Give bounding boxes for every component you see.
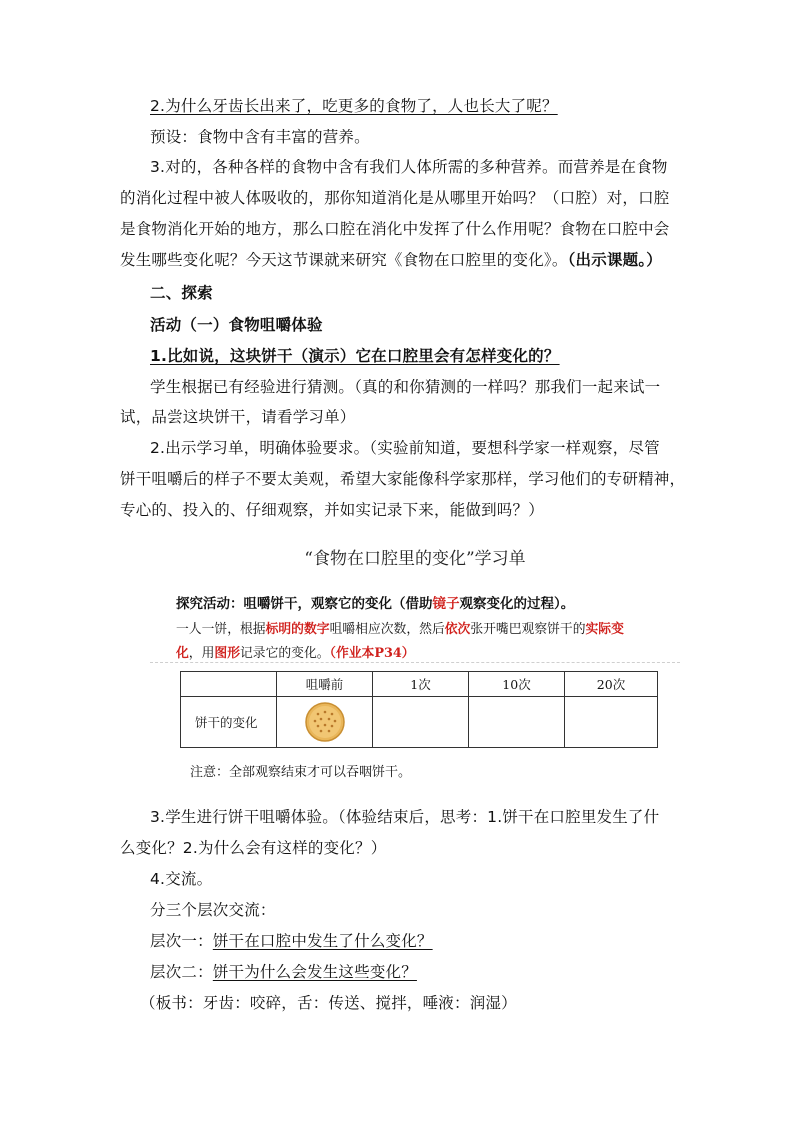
divider	[150, 662, 680, 663]
worksheet-instruction: 一人一饼，根据标明的数字咀嚼相应次数，然后依次张开嘴巴观察饼干的实际变	[176, 622, 624, 637]
worksheet-activity: 探究活动：咀嚼饼干，观察它的变化（借助镜子观察变化的过程）。	[176, 596, 575, 612]
paragraph-line: 层次二：饼干为什么会发生这些变化？	[150, 963, 417, 981]
biscuit-icon	[304, 701, 346, 743]
paragraph-line: 学生根据已有经验进行猜测。（真的和你猜测的一样吗？那我们一起来试一	[150, 378, 661, 396]
paragraph-line: 1.比如说，这块饼干（演示）它在口腔里会有怎样变化的？	[150, 347, 560, 365]
paragraph-line: 2.出示学习单，明确体验要求。（实验前知道，要想科学家一样观察，尽管	[150, 439, 660, 457]
table-header	[181, 672, 277, 697]
table-header: 20次	[565, 672, 658, 697]
observation-table	[180, 671, 658, 748]
paragraph-line: 分三个层次交流：	[150, 901, 276, 919]
paragraph-line: 发生哪些变化呢？今天这节课就来研究《食物在口腔里的变化》。（出示课题。）	[120, 251, 662, 269]
table-header-row	[181, 672, 658, 697]
table-header: 10次	[469, 672, 565, 697]
paragraph-line: 2.为什么牙齿长出来了，吃更多的食物了，人也长大了呢？	[150, 97, 558, 115]
paragraph-line: 的消化过程中被人体吸收的，那你知道消化是从哪里开始吗？（口腔）对，口腔	[120, 189, 670, 207]
paragraph-line: 预设：食物中含有丰富的营养。	[150, 128, 370, 146]
paragraph-line: 3.学生进行饼干咀嚼体验。（体验结束后，思考：1.饼干在口腔里发生了什	[150, 808, 660, 826]
paragraph-line: 专心的、投入的、仔细观察，并如实记录下来，能做到吗？）	[120, 501, 544, 519]
paragraph-line: （板书：牙齿：咬碎，舌：传送、搅拌，唾液：润湿）	[140, 994, 517, 1012]
worksheet-title: “食物在口腔里的变化”学习单	[304, 549, 526, 569]
paragraph-line: 3.对的，各种各样的食物中含有我们人体所需的多种营养。而营养是在食物	[150, 158, 668, 176]
paragraph-line: 是食物消化开始的地方，那么口腔在消化中发挥了什么作用呢？食物在口腔中会	[120, 220, 670, 238]
section-heading: 二、探索	[150, 284, 213, 302]
table-header: 1次	[373, 672, 469, 697]
paragraph-line: 试，品尝这块饼干，请看学习单）	[120, 408, 356, 426]
paragraph-line: 饼干咀嚼后的样子不要太美观，希望大家能像科学家那样，学习他们的专研精神，	[120, 470, 686, 488]
worksheet-note: 注意：全部观察结束才可以吞咽饼干。	[190, 765, 412, 780]
paragraph-line: 么变化？2.为什么会有这样的变化？）	[120, 839, 387, 857]
paragraph-line: 4.交流。	[150, 870, 213, 888]
table-cell	[565, 697, 658, 748]
table-cell	[469, 697, 565, 748]
row-label: 饼干的变化	[181, 697, 277, 748]
table-header: 咀嚼前	[277, 672, 373, 697]
activity-heading: 活动（一）食物咀嚼体验	[150, 316, 323, 334]
table-cell	[277, 697, 373, 748]
paragraph-line: 层次一：饼干在口腔中发生了什么变化？	[150, 932, 433, 950]
worksheet-instruction: 化，用图形记录它的变化。（作业本P34）	[176, 646, 415, 661]
worksheet-image	[150, 538, 680, 800]
table-cell	[373, 697, 469, 748]
table-row	[181, 697, 658, 748]
